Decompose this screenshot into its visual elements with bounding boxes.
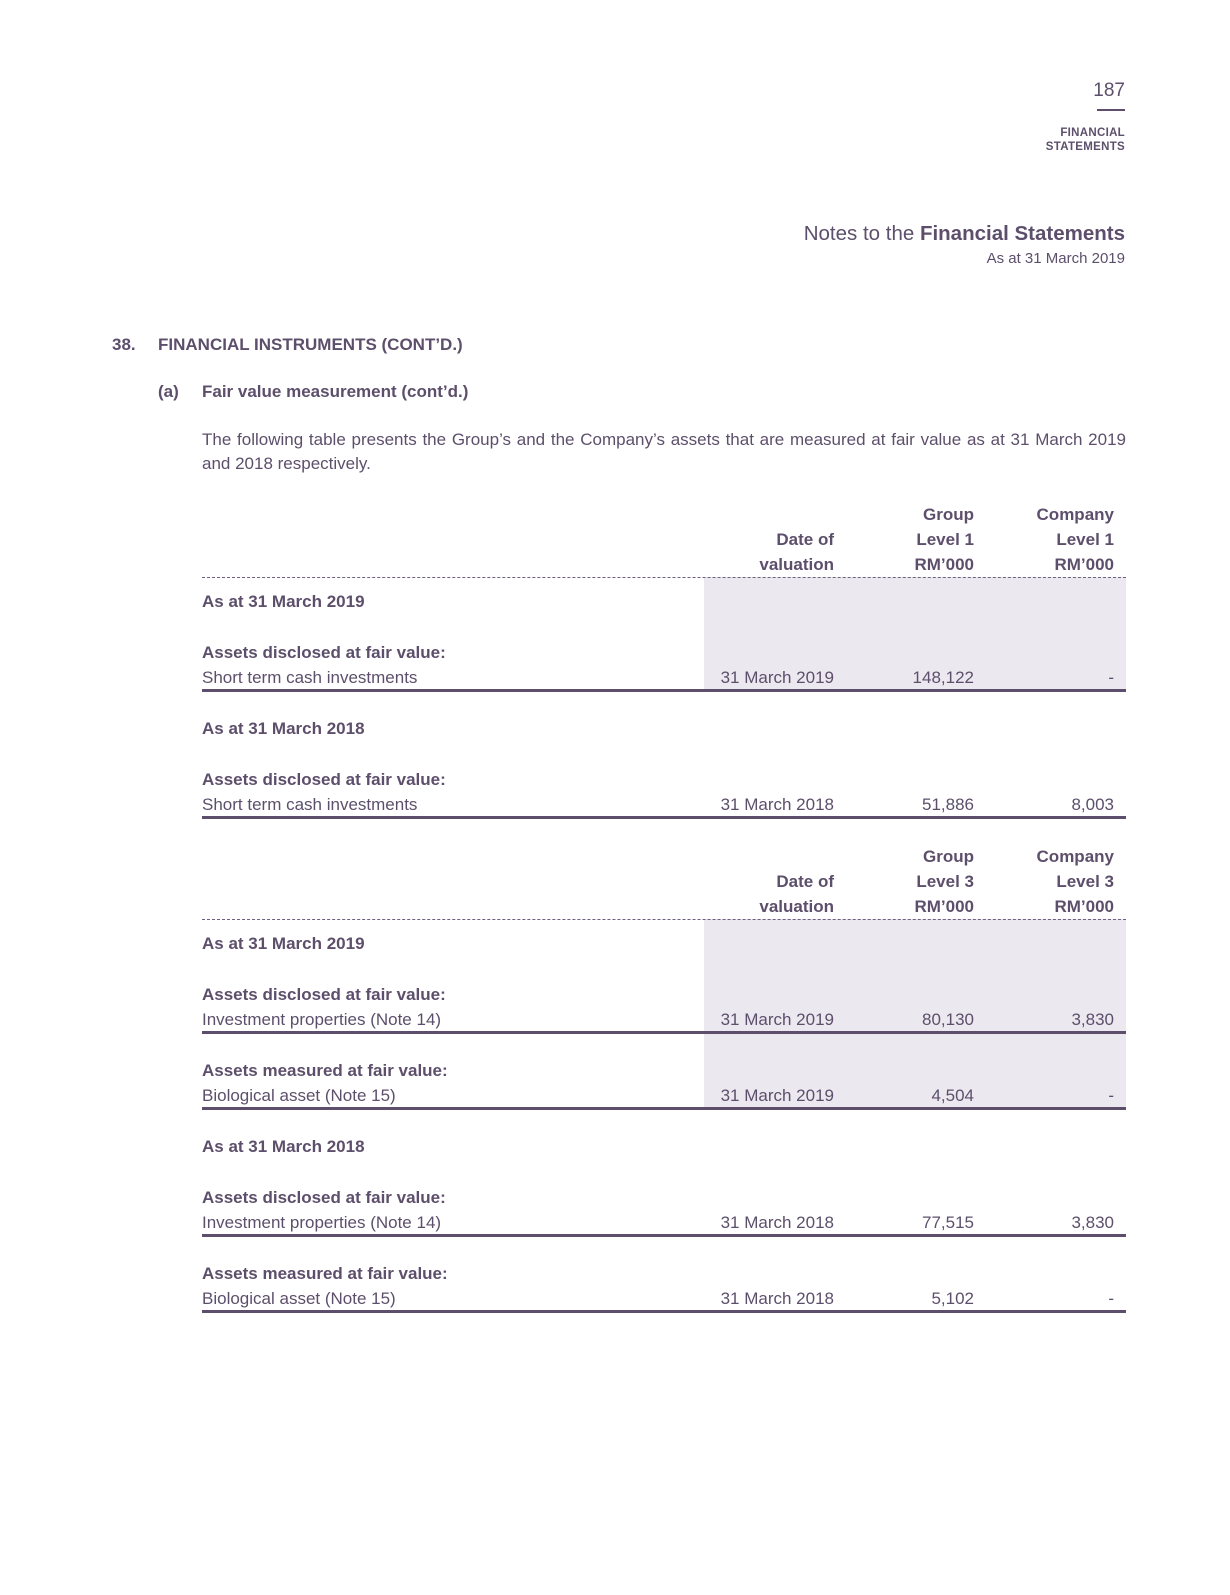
row-date: 31 March 2018 xyxy=(720,1289,834,1308)
header-date xyxy=(674,527,834,577)
level3-table xyxy=(202,842,1126,1317)
row-label: As at 31 March 2018 xyxy=(202,719,365,738)
header-group-line2: Level 3 xyxy=(916,872,974,891)
header-divider xyxy=(202,919,1126,920)
row-rule xyxy=(202,816,1126,819)
row-rule xyxy=(202,689,1126,692)
table-row xyxy=(202,716,1126,741)
table-row xyxy=(202,1134,1126,1159)
row-label: Biological asset (Note 15) xyxy=(202,1086,396,1105)
row-company-value: 3,830 xyxy=(1071,1010,1114,1029)
row-label: Short term cash investments xyxy=(202,668,418,687)
header-company-line3: RM’000 xyxy=(1054,897,1114,916)
row-rule xyxy=(202,1107,1126,1110)
row-group-value: 51,886 xyxy=(922,795,974,814)
row-rule xyxy=(202,1031,1126,1034)
table-row xyxy=(202,1058,1126,1083)
section-tag-line2: STATEMENTS xyxy=(1045,141,1125,153)
subsection-title: Fair value measurement (cont’d.) xyxy=(202,382,469,401)
header-group-line3: RM’000 xyxy=(914,897,974,916)
row-label: Assets measured at fair value: xyxy=(202,1061,448,1080)
row-date: 31 March 2018 xyxy=(720,1213,834,1232)
header-company-line2: Level 3 xyxy=(1056,872,1114,891)
header-date-line2: valuation xyxy=(759,897,834,916)
row-group-value: 148,122 xyxy=(912,668,974,687)
header-company xyxy=(984,502,1114,577)
header-group xyxy=(844,502,974,577)
header-company-line3: RM’000 xyxy=(1054,555,1114,574)
header-date-line2: valuation xyxy=(759,555,834,574)
intro-paragraph: The following table presents the Group’s and the Company’s assets that are measured at fair value as at 31 March 2019 and 2018 respectively. xyxy=(202,430,1126,473)
header-group-line1: Group xyxy=(923,847,974,866)
notes-title xyxy=(804,222,1125,246)
section-tag xyxy=(1046,126,1125,154)
level1-table xyxy=(202,500,1126,820)
row-label: Biological asset (Note 15) xyxy=(202,1289,396,1308)
header-divider xyxy=(202,577,1126,578)
header-company-line2: Level 1 xyxy=(1056,530,1114,549)
row-company-value: - xyxy=(1108,1086,1114,1105)
row-date: 31 March 2019 xyxy=(720,668,834,687)
header-date-line1: Date of xyxy=(776,530,834,549)
section-tag-line1: FINANCIAL xyxy=(1060,127,1125,139)
notes-title-prefix: Notes to the xyxy=(803,222,920,245)
table-row xyxy=(202,1261,1126,1286)
row-label: Assets disclosed at fair value: xyxy=(202,1188,446,1207)
row-label: As at 31 March 2018 xyxy=(202,1137,365,1156)
row-label: As at 31 March 2019 xyxy=(202,934,365,953)
table-row xyxy=(202,1007,1126,1032)
header-company-line1: Company xyxy=(1036,847,1114,866)
table-row xyxy=(202,640,1126,665)
row-label: Assets disclosed at fair value: xyxy=(202,643,446,662)
row-date: 31 March 2019 xyxy=(720,1086,834,1105)
subsection-number: (a) xyxy=(158,382,179,401)
table-row xyxy=(202,1083,1126,1108)
header-group-line1: Group xyxy=(923,505,974,524)
table-row xyxy=(202,589,1126,614)
table-row xyxy=(202,1286,1126,1311)
row-label: Investment properties (Note 14) xyxy=(202,1213,442,1232)
header-group xyxy=(844,844,974,919)
row-label: Assets disclosed at fair value: xyxy=(202,770,446,789)
row-group-value: 80,130 xyxy=(922,1010,974,1029)
header-company xyxy=(984,844,1114,919)
table-row xyxy=(202,982,1126,1007)
table-row xyxy=(202,665,1126,690)
row-date: 31 March 2019 xyxy=(720,1010,834,1029)
row-rule xyxy=(202,1310,1126,1313)
row-label: Assets measured at fair value: xyxy=(202,1264,448,1283)
table-row xyxy=(202,931,1126,956)
notes-title-bold: Financial Statements xyxy=(919,222,1125,245)
row-company-value: 3,830 xyxy=(1071,1213,1114,1232)
row-group-value: 77,515 xyxy=(922,1213,974,1232)
row-group-value: 5,102 xyxy=(931,1289,974,1308)
row-label: As at 31 March 2019 xyxy=(202,592,365,611)
table-row xyxy=(202,767,1126,792)
section-number: 38. xyxy=(112,335,136,354)
row-label: Assets disclosed at fair value: xyxy=(202,985,446,1004)
row-date: 31 March 2018 xyxy=(720,795,834,814)
header-date-line1: Date of xyxy=(776,872,834,891)
table-row xyxy=(202,1185,1126,1210)
page-number: 187 xyxy=(1093,80,1125,101)
section-title: FINANCIAL INSTRUMENTS (CONT’D.) xyxy=(158,335,463,354)
row-company-value: - xyxy=(1108,1289,1114,1308)
notes-subtitle: As at 31 March 2019 xyxy=(986,250,1125,267)
row-company-value: 8,003 xyxy=(1071,795,1114,814)
header-date xyxy=(674,869,834,919)
row-rule xyxy=(202,1234,1126,1237)
header-group-line3: RM’000 xyxy=(914,555,974,574)
table-row xyxy=(202,1210,1126,1235)
row-group-value: 4,504 xyxy=(931,1086,974,1105)
page-number-rule xyxy=(1097,109,1125,111)
header-group-line2: Level 1 xyxy=(916,530,974,549)
row-label: Investment properties (Note 14) xyxy=(202,1010,442,1029)
row-label: Short term cash investments xyxy=(202,795,418,814)
row-company-value: - xyxy=(1108,668,1114,687)
header-company-line1: Company xyxy=(1036,505,1114,524)
table-row xyxy=(202,792,1126,817)
